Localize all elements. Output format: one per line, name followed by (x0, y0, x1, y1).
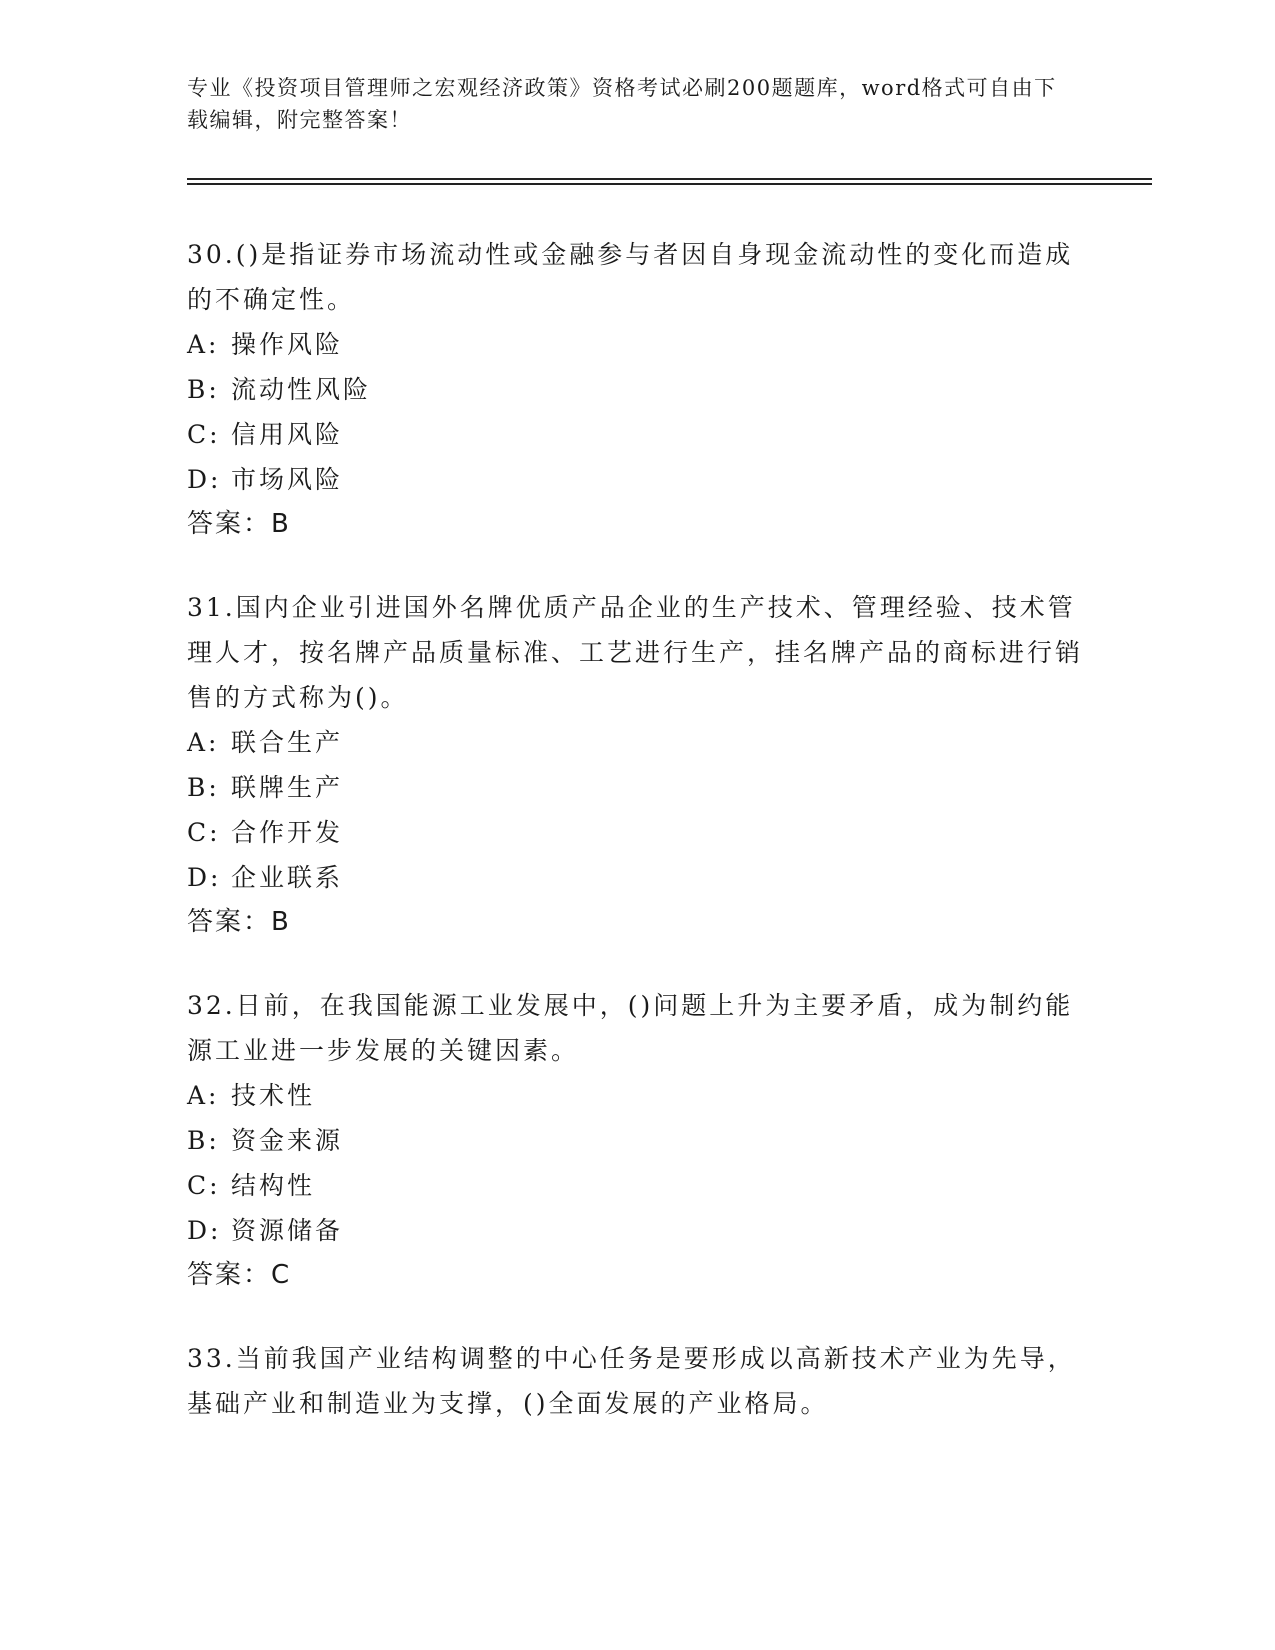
option-text: 企业联系 (231, 863, 344, 892)
option-letter: A: (187, 728, 220, 757)
option-letter: D: (187, 465, 222, 494)
question-text: 32.日前，在我国能源工业发展中，()问题上升为主要矛盾，成为制约能源工业进一步发展的关键因素。 (187, 991, 1074, 1065)
option-b (187, 765, 1087, 810)
question-text: 33.当前我国产业结构调整的中心任务是要形成以高新技术产业为先导，基础产业和制造业为支撑，()全面发展的产业格局。 (187, 1344, 1076, 1418)
option-text: 流动性风险 (231, 375, 372, 404)
question-32 (187, 983, 1087, 1298)
option-letter: C: (187, 818, 221, 847)
question-list (187, 232, 1087, 1464)
option-d (187, 1208, 1087, 1253)
option-d (187, 855, 1087, 900)
answer-line: 答案：C (187, 1260, 292, 1290)
document-header: 专业《投资项目管理师之宏观经济政策》资格考试必刷200题题库，word格式可自由下载编辑，附完整答案！ (187, 76, 1057, 132)
question-31 (187, 585, 1087, 945)
option-text: 操作风险 (231, 330, 344, 359)
answer-line: 答案：B (187, 907, 291, 937)
answer-line: 答案：B (187, 509, 291, 539)
option-d (187, 457, 1087, 502)
option-text: 市场风险 (231, 465, 344, 494)
header-divider-bottom (187, 183, 1152, 185)
option-text: 联牌生产 (231, 773, 344, 802)
option-letter: C: (187, 420, 221, 449)
option-b (187, 367, 1087, 412)
option-letter: D: (187, 863, 222, 892)
option-c (187, 1163, 1087, 1208)
option-a (187, 720, 1087, 765)
option-letter: C: (187, 1171, 221, 1200)
option-letter: A: (187, 1081, 220, 1110)
option-a (187, 1073, 1087, 1118)
option-letter: B: (187, 1126, 220, 1155)
option-a (187, 322, 1087, 367)
question-30 (187, 232, 1087, 547)
option-text: 联合生产 (231, 728, 344, 757)
question-33 (187, 1336, 1087, 1426)
option-text: 资源储备 (231, 1216, 344, 1245)
option-text: 结构性 (231, 1171, 316, 1200)
option-c (187, 412, 1087, 457)
question-text: 30.()是指证券市场流动性或金融参与者因自身现金流动性的变化而造成的不确定性。 (187, 240, 1074, 314)
option-letter: A: (187, 330, 220, 359)
option-letter: D: (187, 1216, 222, 1245)
option-text: 技术性 (231, 1081, 316, 1110)
option-text: 合作开发 (231, 818, 344, 847)
question-text: 31.国内企业引进国外名牌优质产品企业的生产技术、管理经验、技术管理人才，按名牌产品质量标准、工艺进行生产，挂名牌产品的商标进行销售的方式称为()。 (187, 593, 1084, 712)
option-letter: B: (187, 375, 220, 404)
header-divider-top (187, 178, 1152, 180)
option-text: 资金来源 (231, 1126, 344, 1155)
option-text: 信用风险 (231, 420, 344, 449)
option-c (187, 810, 1087, 855)
option-b (187, 1118, 1087, 1163)
option-letter: B: (187, 773, 220, 802)
